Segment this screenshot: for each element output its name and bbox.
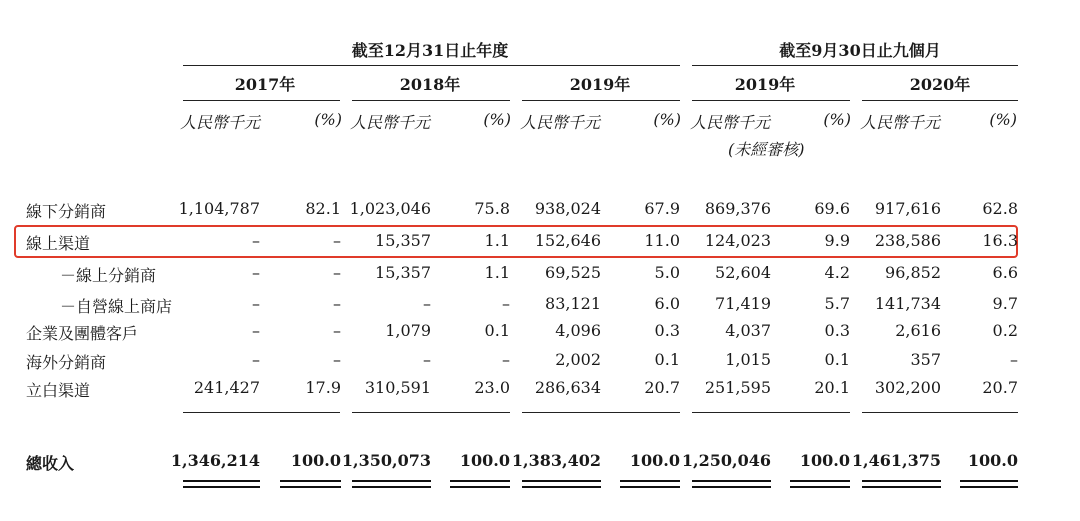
row-label: 線下分銷商: [26, 202, 107, 221]
table-cell: 141,734: [874, 294, 941, 313]
total-cell: 100.0: [459, 451, 510, 470]
table-cell: 0.1: [824, 350, 850, 369]
double-rule-line: [862, 480, 941, 482]
year-rule-2018: [352, 100, 510, 101]
table-cell: 2,002: [555, 350, 601, 369]
table-cell: 0.2: [992, 321, 1018, 340]
table-cell: 6.6: [992, 263, 1018, 282]
table-cell: 238,586: [874, 231, 941, 250]
table-cell: 4,096: [555, 321, 601, 340]
table-cell: 0.3: [824, 321, 850, 340]
table-cell: 17.9: [305, 378, 341, 397]
table-cell: 1.1: [484, 231, 510, 250]
unit-rmb-2019: 人民幣千元: [520, 113, 601, 132]
table-cell: –: [502, 350, 510, 369]
table-cell: –: [252, 350, 260, 369]
double-rule-line: [352, 480, 431, 482]
double-rule-line: [352, 486, 431, 488]
total-cell: 1,350,073: [341, 451, 431, 470]
table-cell: 5.0: [654, 263, 680, 282]
table-cell: 1,015: [725, 350, 771, 369]
year-rule-2020-9m: [862, 100, 1018, 101]
double-rule-line: [790, 480, 850, 482]
year-2017: 2017年: [234, 75, 296, 94]
table-cell: 75.8: [474, 199, 510, 218]
table-cell: 4.2: [824, 263, 850, 282]
table-cell: –: [252, 231, 260, 250]
table-cell: 4,037: [725, 321, 771, 340]
unit-pct-2019-9m: (%): [823, 110, 851, 129]
table-cell: 286,634: [534, 378, 601, 397]
row-label: －自營線上商店: [60, 297, 173, 316]
table-cell: 96,852: [885, 263, 941, 282]
table-cell: 2,616: [895, 321, 941, 340]
double-rule-line: [522, 486, 601, 488]
year-2018: 2018年: [399, 75, 461, 94]
table-cell: 1,104,787: [178, 199, 260, 218]
table-cell: 6.0: [654, 294, 680, 313]
table-cell: –: [333, 350, 341, 369]
table-cell: 15,357: [375, 231, 431, 250]
double-rule-line: [620, 486, 680, 488]
subtotal-rule-5: [862, 412, 1018, 413]
subtotal-rule-4: [692, 412, 850, 413]
double-rule-line: [183, 486, 260, 488]
unit-pct-2017: (%): [314, 110, 342, 129]
unit-rmb-2018: 人民幣千元: [350, 113, 431, 132]
subtotal-rule-1: [183, 412, 340, 413]
double-rule-line: [692, 480, 771, 482]
table-cell: 69,525: [545, 263, 601, 282]
header-group-ninemonths: 截至9月30日止九個月: [779, 41, 941, 60]
table-cell: 9.7: [992, 294, 1018, 313]
table-cell: 251,595: [704, 378, 771, 397]
table-cell: 9.9: [824, 231, 850, 250]
table-cell: –: [333, 321, 341, 340]
table-cell: 15,357: [375, 263, 431, 282]
group-rule-ninemonths: [692, 65, 1018, 66]
total-cell: 100.0: [967, 451, 1018, 470]
table-cell: –: [502, 294, 510, 313]
year-rule-2019: [522, 100, 680, 101]
row-label: 立白渠道: [26, 381, 91, 400]
table-cell: –: [1010, 350, 1018, 369]
table-cell: 917,616: [874, 199, 941, 218]
double-rule-line: [450, 480, 510, 482]
table-cell: 0.1: [654, 350, 680, 369]
table-cell: 0.1: [484, 321, 510, 340]
double-rule-line: [522, 480, 601, 482]
table-cell: 83,121: [545, 294, 601, 313]
total-cell: 100.0: [290, 451, 341, 470]
table-cell: 20.7: [982, 378, 1018, 397]
year-2019: 2019年: [569, 75, 631, 94]
double-rule-line: [960, 480, 1018, 482]
table-cell: 310,591: [364, 378, 431, 397]
year-rule-2019-9m: [692, 100, 850, 101]
table-cell: 71,419: [715, 294, 771, 313]
table-cell: –: [252, 294, 260, 313]
double-rule-line: [450, 486, 510, 488]
table-cell: –: [333, 231, 341, 250]
subtotal-rule-3: [522, 412, 680, 413]
total-cell: 100.0: [629, 451, 680, 470]
table-cell: 67.9: [644, 199, 680, 218]
table-cell: 20.7: [644, 378, 680, 397]
table-cell: –: [423, 294, 431, 313]
double-rule-line: [692, 486, 771, 488]
row-label: 海外分銷商: [26, 353, 107, 372]
total-cell: 1,383,402: [511, 451, 601, 470]
table-cell: 16.3: [982, 231, 1018, 250]
table-cell: 0.3: [654, 321, 680, 340]
table-cell: –: [333, 263, 341, 282]
table-cell: 62.8: [982, 199, 1018, 218]
unit-rmb-2017: 人民幣千元: [180, 113, 261, 132]
double-rule-line: [960, 486, 1018, 488]
table-cell: 69.6: [814, 199, 850, 218]
table-cell: 11.0: [644, 231, 680, 250]
double-rule-line: [862, 486, 941, 488]
subtotal-rule-2: [352, 412, 510, 413]
double-rule-line: [790, 486, 850, 488]
table-cell: 52,604: [715, 263, 771, 282]
table-cell: 23.0: [474, 378, 510, 397]
unit-pct-2020-9m: (%): [989, 110, 1017, 129]
total-cell: 1,346,214: [170, 451, 260, 470]
table-cell: 152,646: [534, 231, 601, 250]
table-cell: –: [423, 350, 431, 369]
table-cell: 357: [910, 350, 941, 369]
total-cell: 1,461,375: [851, 451, 941, 470]
table-cell: 1.1: [484, 263, 510, 282]
row-label: 線上渠道: [26, 234, 91, 253]
group-rule-annual: [183, 65, 680, 66]
table-cell: –: [333, 294, 341, 313]
table-cell: 124,023: [704, 231, 771, 250]
unaudited-note: (未經審核): [728, 140, 805, 159]
double-rule-line: [280, 480, 341, 482]
unit-rmb-2019-9m: 人民幣千元: [690, 113, 771, 132]
table-cell: 1,023,046: [349, 199, 431, 218]
header-group-annual: 截至12月31日止年度: [351, 41, 509, 60]
year-2020-9m: 2020年: [909, 75, 971, 94]
table-cell: 938,024: [534, 199, 601, 218]
table-cell: 1,079: [385, 321, 431, 340]
table-cell: –: [252, 263, 260, 282]
total-cell: 1,250,046: [681, 451, 771, 470]
table-cell: 20.1: [814, 378, 850, 397]
row-label: －線上分銷商: [60, 266, 157, 285]
year-2019-9m: 2019年: [734, 75, 796, 94]
unit-pct-2019: (%): [653, 110, 681, 129]
double-rule-line: [280, 486, 341, 488]
unit-rmb-2020-9m: 人民幣千元: [860, 113, 941, 132]
table-cell: 82.1: [305, 199, 341, 218]
year-rule-2017: [183, 100, 340, 101]
row-label: 企業及團體客戶: [26, 324, 139, 343]
total-cell: 100.0: [799, 451, 850, 470]
table-cell: –: [252, 321, 260, 340]
table-cell: 302,200: [874, 378, 941, 397]
double-rule-line: [620, 480, 680, 482]
double-rule-line: [183, 480, 260, 482]
total-label: 總收入: [26, 454, 75, 473]
unit-pct-2018: (%): [483, 110, 511, 129]
table-cell: 5.7: [824, 294, 850, 313]
table-cell: 869,376: [704, 199, 771, 218]
table-cell: 241,427: [193, 378, 260, 397]
